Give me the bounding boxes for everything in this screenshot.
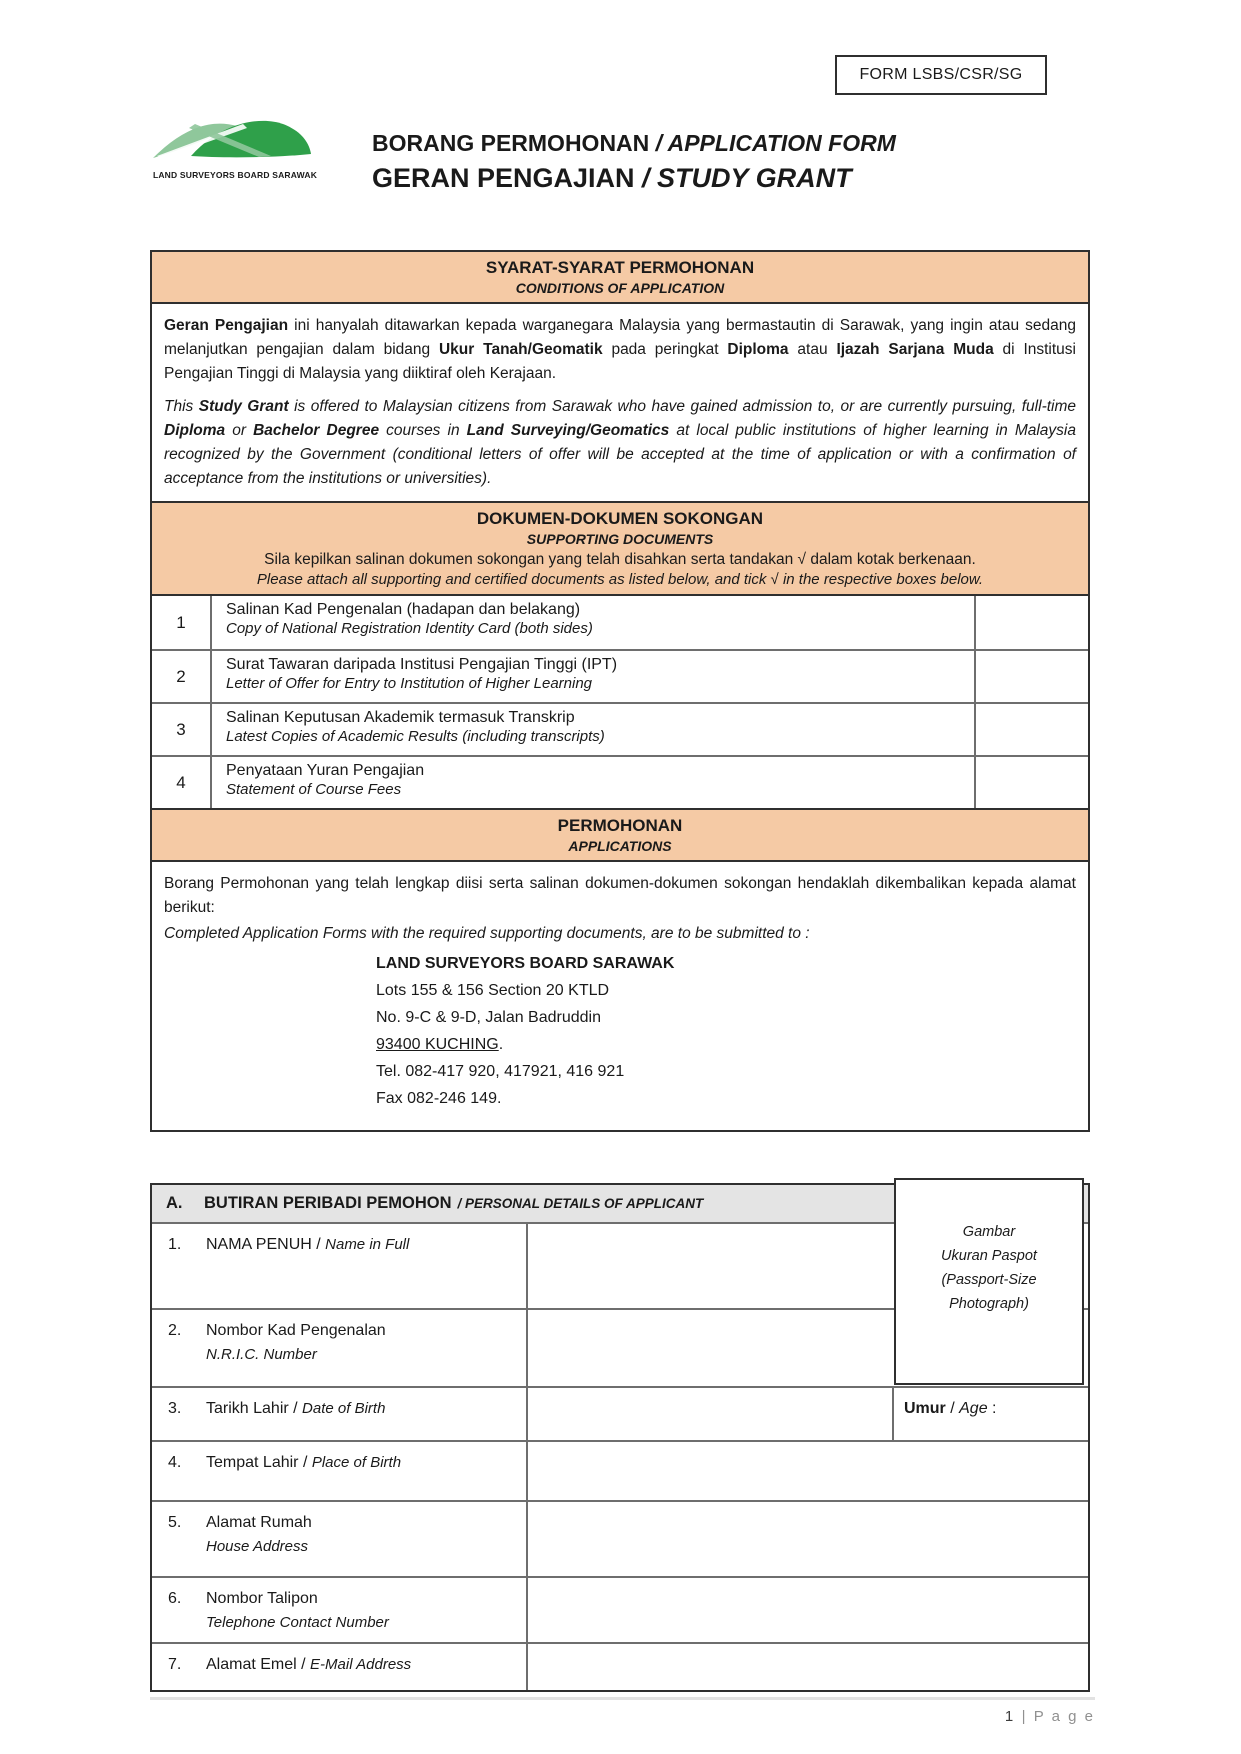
document-row-description	[212, 757, 974, 808]
page-footer	[150, 1697, 1095, 1726]
address-line-3	[376, 1031, 1076, 1058]
passport-photo-box[interactable]	[894, 1178, 1084, 1385]
org-logo	[150, 112, 320, 180]
title-line2-ms: GERAN PENGAJIAN	[372, 163, 635, 193]
title-line2-en: / STUDY GRANT	[634, 163, 852, 193]
field-label-en: Telephone Contact Number	[206, 1614, 389, 1631]
address-line-1: Lots 155 & 156 Section 20 KTLD	[376, 982, 610, 999]
field-number: 4.	[168, 1454, 182, 1471]
page-word: | P a g e	[1021, 1708, 1095, 1725]
place-of-birth-input-cell[interactable]	[528, 1442, 1088, 1500]
document-row-number: 4	[152, 757, 212, 808]
board-address-block	[376, 950, 1076, 1112]
field-label-en: N.R.I.C. Number	[206, 1346, 317, 1363]
conditions-header	[152, 252, 1088, 304]
field-label-sep: /	[298, 1454, 312, 1471]
supporting-documents-header	[152, 501, 1088, 596]
field-label-ms: Tarikh Lahir	[206, 1400, 289, 1417]
title-line-2	[372, 163, 896, 194]
document-tick-box[interactable]	[974, 596, 1088, 649]
house-address-input-cell[interactable]	[528, 1502, 1088, 1576]
document-row-description	[212, 704, 974, 755]
photo-box-line: Ukuran Paspot	[941, 1247, 1037, 1264]
document-row-description	[212, 651, 974, 702]
document-row-number: 1	[152, 596, 212, 649]
field-label	[152, 1224, 528, 1308]
field-row-date-of-birth	[152, 1386, 1088, 1440]
photo-box-line: Photograph)	[949, 1295, 1029, 1312]
field-label-en: E-Mail Address	[310, 1656, 412, 1673]
date-of-birth-input-cell[interactable]	[528, 1388, 892, 1440]
field-label	[152, 1388, 528, 1440]
applications-header-en: APPLICATIONS	[568, 838, 672, 854]
applications-header-ms: PERMOHONAN	[557, 816, 683, 835]
title-line1-ms: BORANG PERMOHONAN	[372, 130, 650, 156]
field-label-sep: /	[296, 1656, 311, 1673]
address-city: 93400 KUCHING	[376, 1036, 499, 1053]
field-number: 2.	[168, 1322, 182, 1339]
address-line-2: No. 9-C & 9-D, Jalan Badruddin	[376, 1009, 601, 1026]
document-tick-box[interactable]	[974, 757, 1088, 808]
document-desc-en: Latest Copies of Academic Results (including transcripts)	[226, 728, 605, 745]
age-label: Umur / Age :	[904, 1400, 997, 1417]
form-code-text: FORM LSBS/CSR/SG	[859, 66, 1023, 83]
field-label-en: Name in Full	[325, 1236, 410, 1253]
field-label-sep: /	[288, 1400, 303, 1417]
address-name: LAND SURVEYORS BOARD SARAWAK	[376, 955, 675, 972]
field-label	[152, 1442, 528, 1500]
logo-caption: LAND SURVEYORS BOARD SARAWAK	[152, 170, 318, 180]
document-tick-box[interactable]	[974, 651, 1088, 702]
applications-header	[152, 808, 1088, 862]
supporting-documents-header-en: SUPPORTING DOCUMENTS	[526, 531, 714, 547]
document-desc-ms: Penyataan Yuran Pengajian	[226, 762, 425, 779]
field-label-sep: /	[311, 1236, 326, 1253]
field-label-ms: Alamat Rumah	[206, 1514, 312, 1531]
document-desc-ms: Salinan Keputusan Akademik termasuk Transkrip	[226, 709, 575, 726]
document-row-3	[152, 702, 1088, 755]
field-label-en: Place of Birth	[311, 1454, 402, 1471]
supporting-documents-note-ms: Sila kepilkan salinan dokumen sokongan yang telah disahkan serta tandakan √ dalam kotak berkenaan.	[264, 551, 976, 568]
field-label	[152, 1502, 528, 1576]
field-label-ms: Nombor Talipon	[206, 1590, 318, 1607]
supporting-documents-note-en: Please attach all supporting and certified documents as listed below, and tick √ in the respective boxes below.	[256, 571, 984, 588]
age-cell[interactable]	[892, 1388, 1088, 1440]
document-row-1	[152, 596, 1088, 649]
conditions-body	[152, 304, 1088, 501]
form-code-box	[835, 55, 1047, 95]
document-desc-ms: Salinan Kad Pengenalan (hadapan dan belakang)	[226, 601, 581, 618]
field-row-email	[152, 1642, 1088, 1690]
field-label-ms: Alamat Emel	[206, 1656, 297, 1673]
document-row-number: 2	[152, 651, 212, 702]
document-row-2	[152, 649, 1088, 702]
title-line1-en: / APPLICATION FORM	[649, 130, 896, 156]
address-telephone: Tel. 082-417 920, 417921, 416 921	[376, 1063, 625, 1080]
email-input-cell[interactable]	[528, 1644, 1088, 1690]
supporting-documents-header-ms: DOKUMEN-DOKUMEN SOKONGAN	[476, 509, 764, 528]
field-label-en: House Address	[206, 1538, 308, 1555]
field-number: 7.	[168, 1656, 182, 1673]
address-fax: Fax 082-246 149.	[376, 1090, 502, 1107]
conditions-header-en: CONDITIONS OF APPLICATION	[515, 280, 725, 296]
field-row-telephone	[152, 1576, 1088, 1642]
title-line-1	[372, 130, 896, 157]
document-desc-en: Copy of National Registration Identity Card (both sides)	[226, 620, 593, 637]
address-city-period: .	[498, 1036, 504, 1053]
applications-body-en: Completed Application Forms with the required supporting documents, are to be submitted to :	[164, 925, 810, 942]
field-label-ms: Tempat Lahir	[206, 1454, 299, 1471]
document-row-4	[152, 755, 1088, 808]
field-number: 5.	[168, 1514, 182, 1531]
field-number: 1.	[168, 1236, 182, 1253]
applications-body	[152, 862, 1088, 1130]
telephone-input-cell[interactable]	[528, 1578, 1088, 1642]
conditions-paragraph-en: This Study Grant is offered to Malaysian citizens from Sarawak who have gained admission to, or are currently pursuing, full-time Diploma or Bachelor Degree courses in Land Surveying/Geomatics at local public institutions of higher learning in Malaysia recognized by the Government (conditional letters of offer will be accepted at the time of application or with a confirmation of acceptance from the institutions or universities).	[164, 398, 1077, 487]
document-row-description	[212, 596, 974, 649]
page-number: 1	[1004, 1708, 1014, 1725]
photo-box-line: (Passport-Size	[941, 1271, 1037, 1288]
field-label-ms: NAMA PENUH	[206, 1236, 312, 1253]
conditions-header-ms: SYARAT-SYARAT PERMOHONAN	[485, 258, 755, 277]
field-number: 3.	[168, 1400, 182, 1417]
section-a-letter: A.	[166, 1194, 183, 1212]
field-label-en: Date of Birth	[302, 1400, 386, 1417]
field-label-ms: Nombor Kad Pengenalan	[206, 1322, 386, 1339]
conditions-paragraph-ms: Geran Pengajian ini hanyalah ditawarkan kepada warganegara Malaysia yang bermastautin di Sarawak, yang ingin atau sedang melanjutkan pengajian dalam bidang Ukur Tanah/Geomatik pada peringkat Diploma atau Ijazah Sarjana Muda di Institusi Pengajian Tinggi di Malaysia yang diiktiraf oleh Kerajaan.	[164, 317, 1077, 382]
conditions-table	[150, 250, 1090, 1132]
field-row-place-of-birth	[152, 1440, 1088, 1500]
document-desc-en: Letter of Offer for Entry to Institution of Higher Learning	[226, 675, 593, 692]
document-desc-ms: Surat Tawaran daripada Institusi Pengajian Tinggi (IPT)	[226, 656, 618, 673]
field-row-house-address	[152, 1500, 1088, 1576]
document-desc-en: Statement of Course Fees	[226, 781, 402, 798]
document-title	[372, 130, 896, 194]
applications-body-ms: Borang Permohonan yang telah lengkap diisi serta salinan dokumen-dokumen sokongan hendaklah dikembalikan kepada alamat berikut:	[164, 875, 1076, 916]
section-a-title-en: / PERSONAL DETAILS OF APPLICANT	[457, 1196, 704, 1211]
document-row-number: 3	[152, 704, 212, 755]
field-number: 6.	[168, 1590, 182, 1607]
photo-box-line: Gambar	[962, 1223, 1016, 1240]
field-label	[152, 1310, 528, 1386]
document-tick-box[interactable]	[974, 704, 1088, 755]
section-a-title-ms: BUTIRAN PERIBADI PEMOHON	[204, 1194, 452, 1212]
land-surveyors-board-logo-icon	[151, 151, 319, 168]
field-label	[152, 1578, 528, 1642]
field-label	[152, 1644, 528, 1690]
